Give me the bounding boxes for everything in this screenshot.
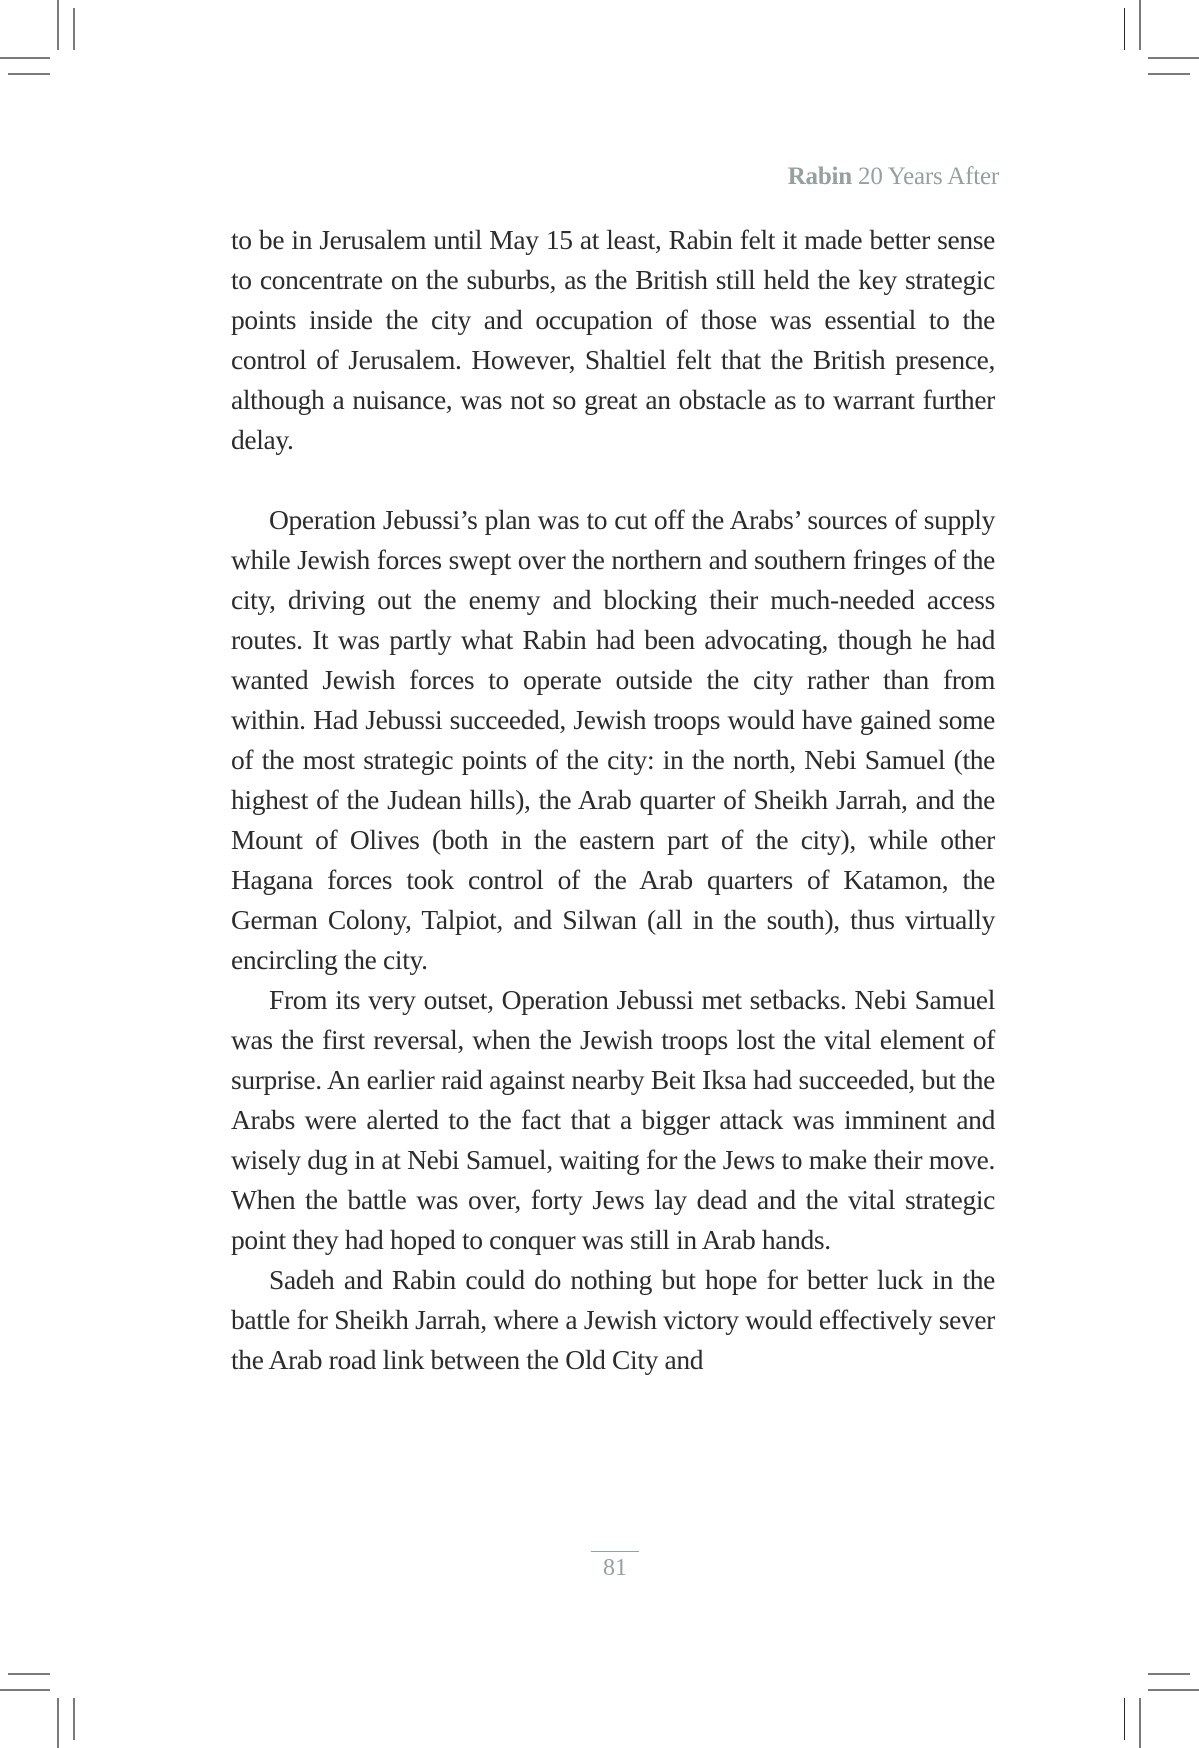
crop-mark: [1139, 0, 1141, 50]
crop-mark: [0, 1689, 50, 1691]
crop-mark: [1148, 1673, 1190, 1675]
running-head: [788, 164, 999, 189]
page-number-rule: [591, 1551, 639, 1552]
crop-mark: [1124, 8, 1125, 50]
crop-mark: [1148, 57, 1199, 59]
crop-mark: [1139, 1698, 1141, 1748]
paragraph: Operation Jebussi’s plan was to cut off the Arabs’ sources of supply while Jewish forces swept over the northern and southern fringes of the city, driving out the enemy and blocking their much-needed access routes. It was partly what Rabin had been advocating, though he had wanted Jewish forces to operate outside the city rather than from within. Had Jebussi succeeded, Jewish troops would have gained some of the most strategic points of the city: in the north, Nebi Samuel (the highest of the Judean hills), the Arab quarter of Sheikh Jarrah, and the Mount of Olives (both in the eastern part of the city), while other Hagana forces took control of the Arab quarters of Katamon, the German Colony, Talpiot, and Silwan (all in the south), thus virtually encircling the city.: [231, 504, 995, 975]
paragraph: Sadeh and Rabin could do nothing but hope for better luck in the battle for Sheikh Jarrah, where a Jewish victory would effectively sever the Arab road link between the Old City and: [231, 1264, 995, 1375]
crop-mark: [1124, 1698, 1125, 1740]
crop-mark: [1148, 73, 1190, 75]
crop-mark: [57, 0, 59, 50]
paragraph: From its very outset, Operation Jebussi met setbacks. Nebi Samuel was the first reversal, when the Jewish troops lost the vital element of surprise. An earlier raid against nearby Beit Iksa had succeeded, but the Arabs were alerted to the fact that a bigger attack was imminent and wisely dug in at Nebi Samuel, waiting for the Jews to make their move. When the battle was over, forty Jews lay dead and the vital strategic point they had hoped to conquer was still in Arab hands.: [231, 984, 995, 1255]
running-head-title-bold: Rabin: [787, 163, 852, 190]
crop-mark: [1148, 1689, 1199, 1691]
running-head-title: 20 Years After: [852, 163, 999, 190]
crop-mark: [73, 8, 75, 50]
paragraph: to be in Jerusalem until May 15 at least, Rabin felt it made better sense to concentrate on the suburbs, as the British still held the key strategic points inside the city and occupation of those was essential to the control of Jerusalem. However, Shaltiel felt that the British presence, although a nuisance, was not so great an obstacle as to warrant further delay.: [231, 224, 995, 455]
crop-mark: [0, 57, 50, 59]
crop-mark: [73, 1698, 75, 1740]
crop-mark: [8, 73, 50, 75]
body-text: [231, 220, 995, 1380]
crop-mark: [57, 1698, 59, 1748]
crop-mark: [8, 1673, 50, 1675]
page-number: 81: [603, 1555, 627, 1581]
